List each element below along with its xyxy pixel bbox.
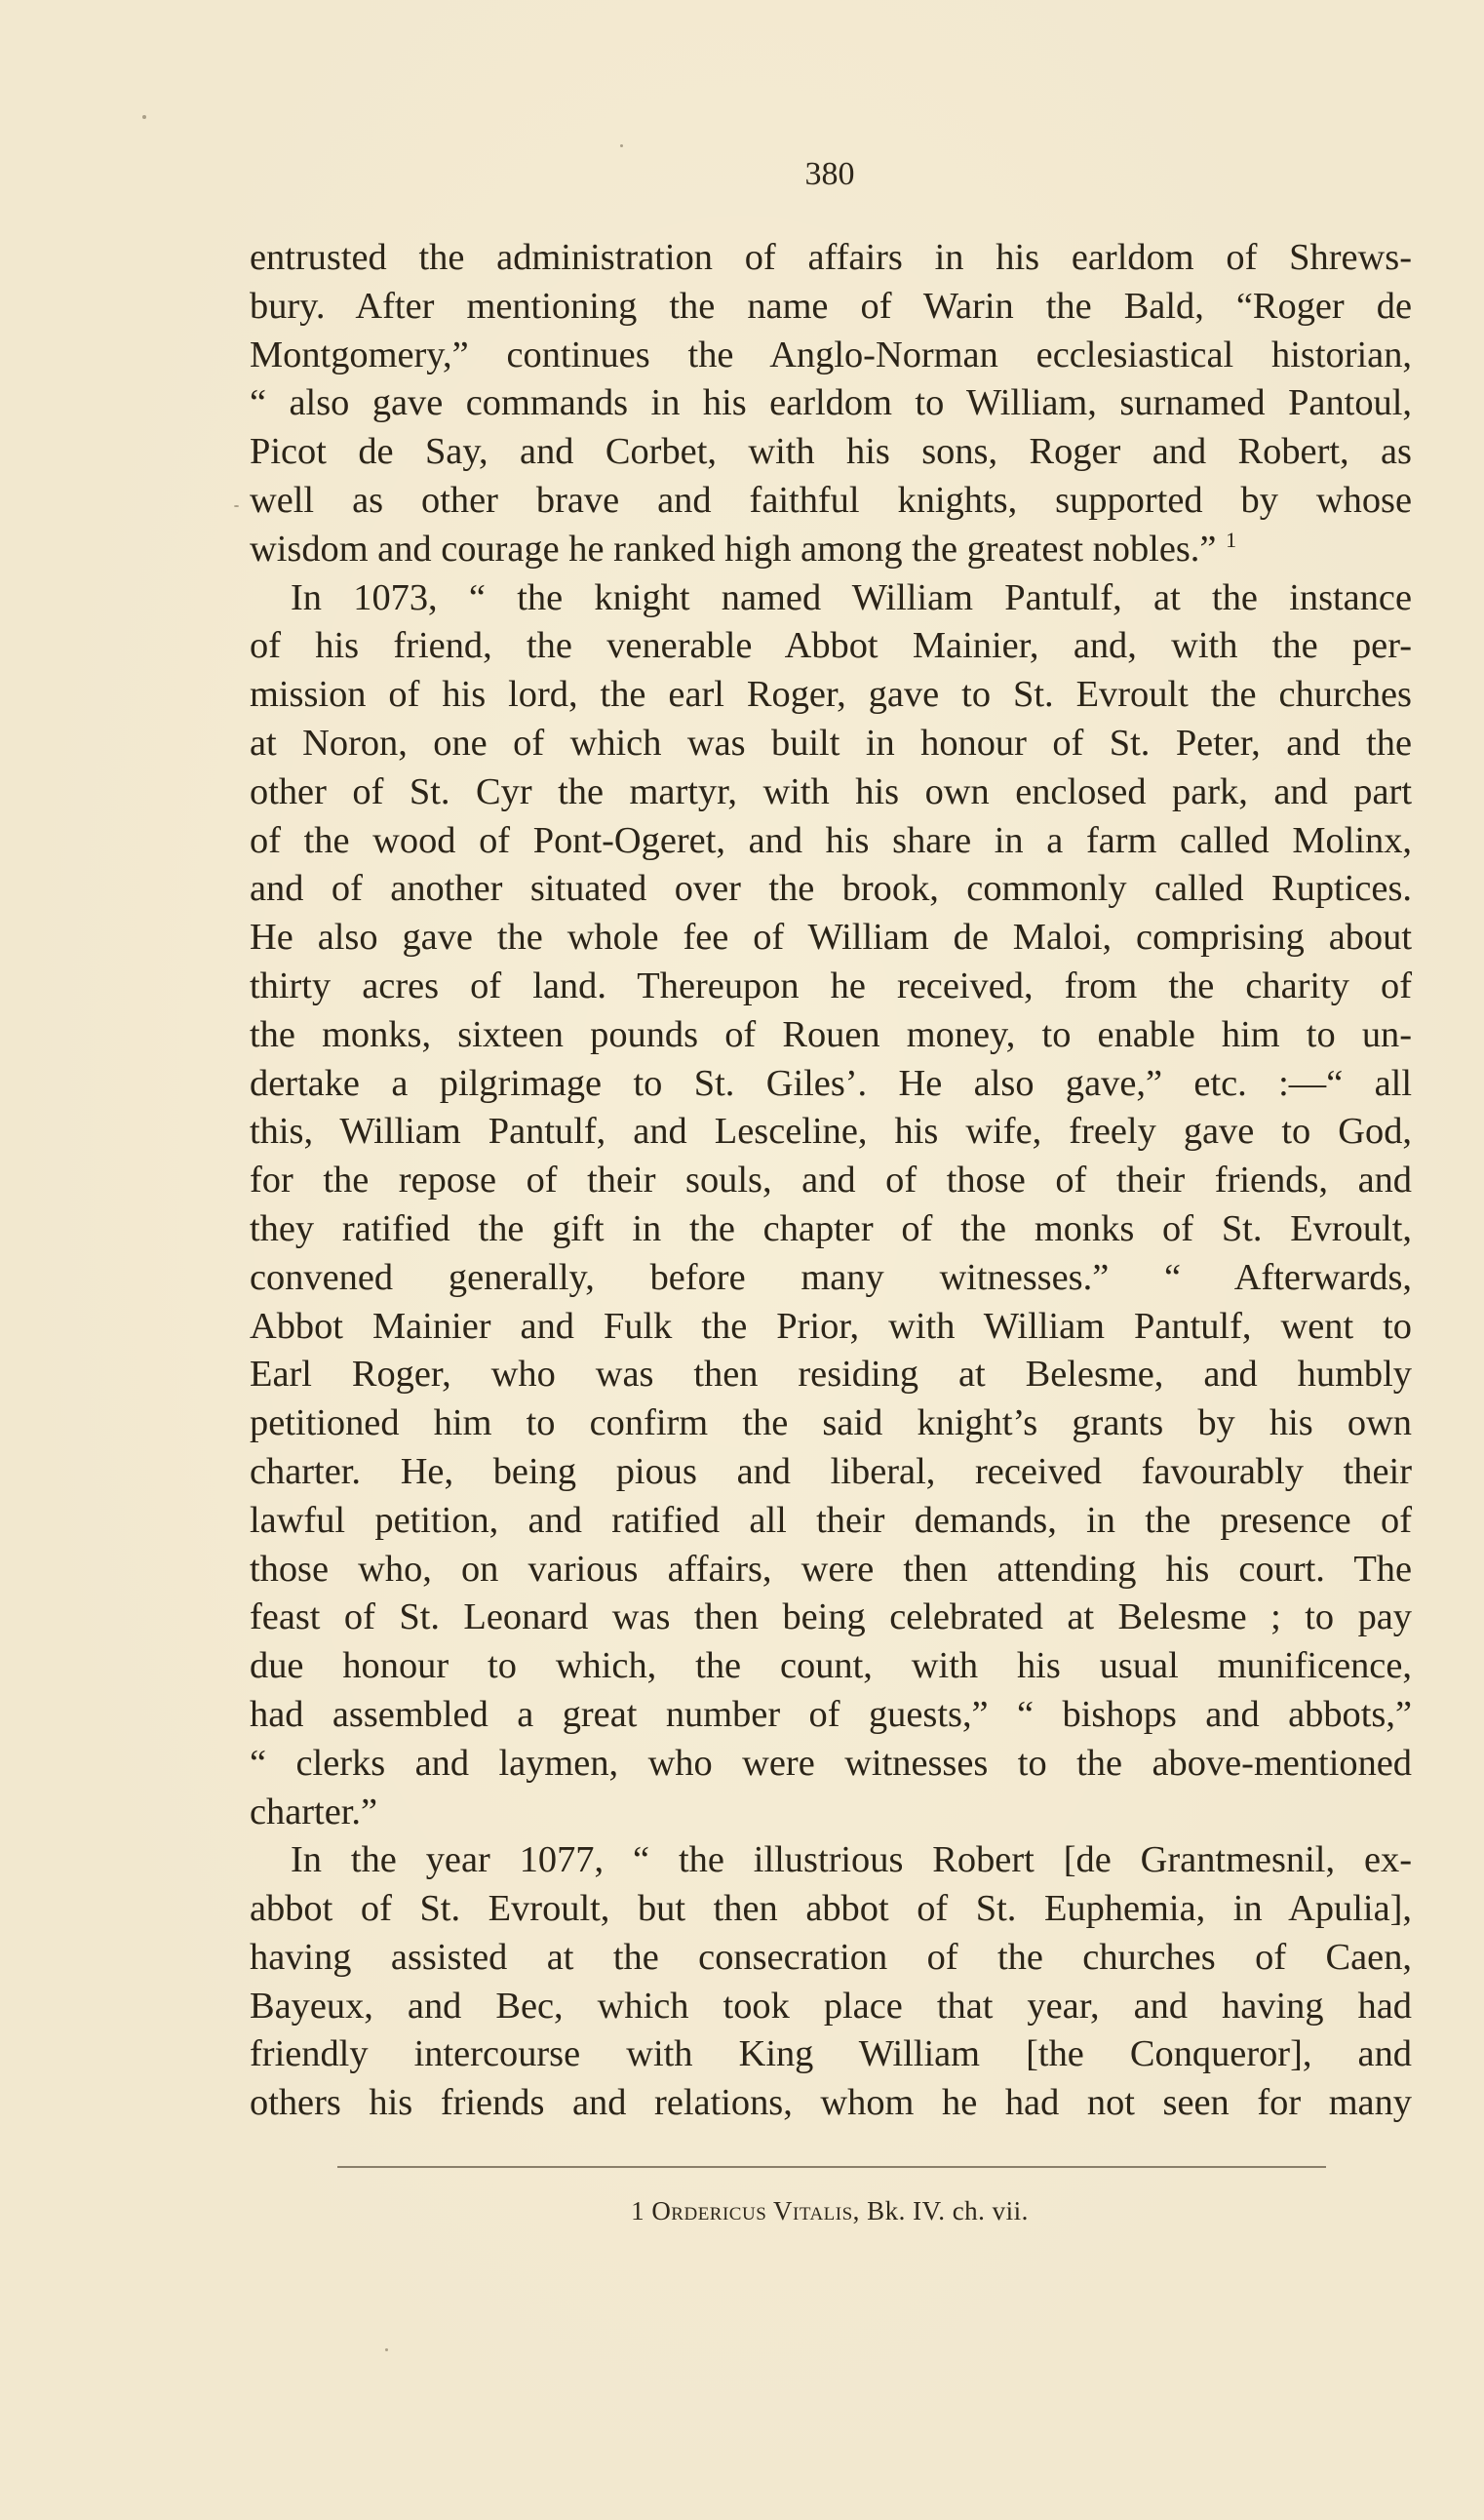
text-line <box>250 1399 1412 1448</box>
text-line <box>250 2079 1412 2128</box>
text-line-content: due honour to which, the count, with his usual munificence, <box>250 1645 1412 1687</box>
text-line-content: In 1073, “ the knight named William Pantulf, at the instance <box>291 576 1412 618</box>
text-line-content: thirty acres of land. Thereupon he received, from the charity of <box>250 965 1412 1006</box>
text-line <box>250 622 1412 671</box>
text-line <box>250 1642 1412 1691</box>
text-line-content: abbot of St. Evroult, but then abbot of St. Euphemia, in Apulia], <box>250 1888 1412 1930</box>
text-line-content: those who, on various affairs, were then attending his court. The <box>250 1548 1412 1590</box>
paper-speck <box>142 115 146 119</box>
text-line <box>250 1108 1412 1157</box>
text-line-content: In the year 1077, “ the illustrious Robert [de Grantmesnil, ex- <box>291 1839 1412 1881</box>
text-line-content: convened generally, before many witnesses.” “ Afterwards, <box>250 1256 1412 1298</box>
text-line-content: others his friends and relations, whom he had not seen for many <box>250 2082 1412 2124</box>
text-line-content: Earl Roger, who was then residing at Belesme, and humbly <box>250 1354 1412 1396</box>
text-line-content: Picot de Say, and Corbet, with his sons, Roger and Robert, as <box>250 431 1412 473</box>
footnote <box>0 2196 1484 2226</box>
text-line-content: at Noron, one of which was built in honour of St. Peter, and the <box>250 722 1412 764</box>
text-line-content: lawful petition, and ratified all their demands, in the presence of <box>250 1499 1412 1541</box>
text-line-content: bury. After mentioning the name of Warin the Bald, “Roger de <box>250 285 1412 327</box>
text-line-content: charter. He, being pious and liberal, received favourably their <box>250 1450 1412 1492</box>
text-line <box>250 379 1412 428</box>
text-line-content: He also gave the whole fee of William de Maloi, comprising about <box>250 917 1412 959</box>
text-line <box>250 477 1412 526</box>
text-line-content: other of St. Cyr the martyr, with his own enclosed park, and part <box>250 770 1412 812</box>
paper-speck <box>385 2348 388 2351</box>
text-line <box>250 1011 1412 1060</box>
footnote-mark: 1 <box>631 2196 645 2225</box>
text-line-content: feast of St. Leonard was then being celebrated at Belesme ; to pay <box>250 1596 1412 1638</box>
footnote-author: Ordericus Vitalis <box>651 2196 853 2225</box>
text-line <box>250 1934 1412 1983</box>
text-line-content: “ also gave commands in his earldom to William, surnamed Pantoul, <box>250 382 1412 424</box>
text-line <box>250 1448 1412 1497</box>
text-line-content: friendly intercourse with King William [the Conqueror], and <box>250 2033 1412 2075</box>
text-line-content: entrusted the administration of affairs in his earldom of Shrews- <box>250 237 1412 278</box>
text-line-content: mission of his lord, the earl Roger, gave to St. Evroult the churches <box>250 674 1412 716</box>
text-line-content: and of another situated over the brook, commonly called Ruptices. <box>250 868 1412 910</box>
text-line-content: for the repose of their souls, and of those of their friends, and <box>250 1160 1412 1201</box>
footnote-reference-mark: 1 <box>1226 527 1237 552</box>
text-line <box>250 1546 1412 1595</box>
body-text <box>250 234 1412 2128</box>
text-line <box>250 1885 1412 1934</box>
text-line <box>250 574 1412 623</box>
text-line <box>250 1497 1412 1546</box>
text-line <box>250 1691 1412 1740</box>
text-line <box>250 720 1412 768</box>
text-line <box>250 914 1412 963</box>
text-line <box>250 283 1412 332</box>
page-number: 380 <box>804 156 855 192</box>
text-line <box>250 817 1412 866</box>
text-line <box>250 1594 1412 1642</box>
text-line-content: of the wood of Pont-Ogeret, and his share in a farm called Molinx, <box>250 819 1412 861</box>
text-line <box>250 1789 1412 1837</box>
footnote-reference: , Bk. IV. ch. vii. <box>852 2196 1029 2225</box>
text-line <box>250 234 1412 283</box>
text-line-content: had assembled a great number of guests,” “ bishops and abbots,” <box>250 1693 1412 1735</box>
text-line <box>250 1303 1412 1352</box>
text-line <box>250 428 1412 477</box>
text-line <box>250 1205 1412 1254</box>
footnote-rule <box>337 2166 1326 2168</box>
text-line-content: Montgomery,” continues the Anglo-Norman ecclesiastical historian, <box>250 334 1412 375</box>
text-line <box>250 1060 1412 1109</box>
text-line <box>250 1351 1412 1399</box>
text-line <box>250 1157 1412 1205</box>
text-line <box>250 671 1412 720</box>
text-line-content: petitioned him to confirm the said knight’s grants by his own <box>250 1402 1412 1444</box>
paper-speck <box>234 505 239 507</box>
text-line-content: of his friend, the venerable Abbot Mainier, and, with the per- <box>250 625 1412 667</box>
text-line <box>250 1983 1412 2031</box>
paper-speck <box>620 144 623 147</box>
text-line <box>250 332 1412 380</box>
text-line-content: having assisted at the consecration of the churches of Caen, <box>250 1936 1412 1978</box>
text-line-content: the monks, sixteen pounds of Rouen money, to enable him to un- <box>250 1013 1412 1055</box>
text-line <box>250 768 1412 817</box>
text-line <box>250 1836 1412 1885</box>
text-line <box>250 1254 1412 1303</box>
text-line <box>250 2030 1412 2079</box>
text-line-content: they ratified the gift in the chapter of the monks of St. Evroult, <box>250 1207 1412 1249</box>
text-line-content: well as other brave and faithful knights, supported by whose <box>250 479 1412 521</box>
text-line <box>250 526 1412 574</box>
text-line-content: Abbot Mainier and Fulk the Prior, with William Pantulf, went to <box>250 1305 1412 1347</box>
text-line-content: dertake a pilgrimage to St. Giles’. He also gave,” etc. :—“ all <box>250 1062 1412 1104</box>
text-line <box>250 1740 1412 1789</box>
text-line <box>250 963 1412 1011</box>
text-line-content: “ clerks and laymen, who were witnesses to the above-mentioned <box>250 1742 1412 1784</box>
text-line-content: charter.” <box>250 1791 378 1832</box>
text-line-content: Bayeux, and Bec, which took place that year, and having had <box>250 1985 1412 2027</box>
text-line-content: wisdom and courage he ranked high among the greatest nobles.” <box>250 528 1217 570</box>
text-line <box>250 865 1412 914</box>
text-line-content: this, William Pantulf, and Lesceline, his wife, freely gave to God, <box>250 1111 1412 1153</box>
